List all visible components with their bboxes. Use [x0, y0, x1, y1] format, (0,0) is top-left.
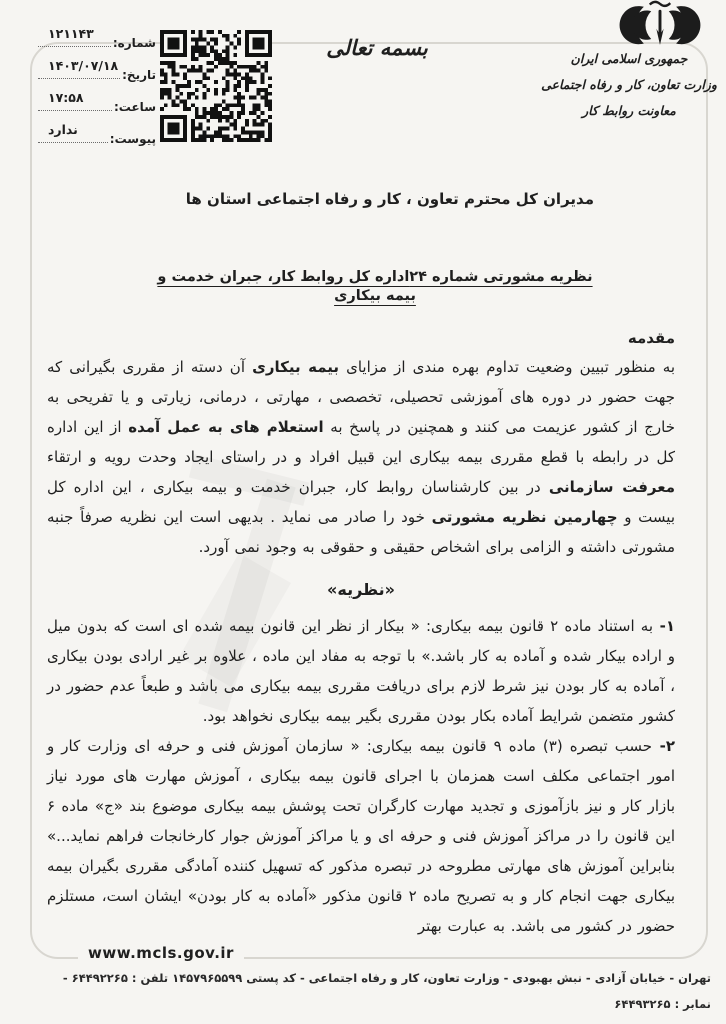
letterhead-titles — [538, 46, 720, 124]
letter-subject-title: نظریه مشورتی شماره ۲۴اداره کل روابط کار، جبران خدمت و بیمه بیکاری — [157, 269, 593, 304]
meta-row-date — [38, 56, 156, 82]
footer-address-line: تهران - خیابان آزادی - نبش بهبودی - وزارت تعاون، کار و رفاه اجتماعی - کد پستی ۱۴۵۷۹۶۵۵۹۹ تلفن : ۶۴۴۹۲۲۶۵ - — [62, 971, 711, 985]
letterhead-department: معاونت روابط کار — [582, 103, 676, 118]
attachment-value: ندارد — [48, 122, 78, 137]
opinion-item-1: ۱- به استناد ماده ۲ قانون بیمه بیکاری: « بیکار از نظر این قانون بیمه شده ای است که بدون میل و اراده بیکار شده و آماده به کار باشد.» با توجه به مفاد این ماده ، علاوه بر غیر ارادی بودن بیکاری ، آماده به کار بودن نیز شرط لازم برای دریافت مقرری بیمه بیکاری می باشد و طبعاً عدم حضور در کشور متضمن شرایط آماده بکار بودن مقرری بگیر بیمه بیکاری نخواهد بود. — [47, 617, 676, 725]
opinion-item-2: ۲- حسب تبصره (۳) ماده ۹ قانون بیمه بیکاری: « سازمان آموزش فنی و حرفه ای وزارت کار و امور اجتماعی مکلف است همزمان با اجرای قانون بیمه بیکاری ، آموزش مهارت های مورد نیاز بازار کار و نیز بازآموزی و تجدید مهارت کارگران تحت پوشش بیمه بیکاری موضوع بند «ج» ماده ۶ این قانون را در مراکز آموزش فنی و حرفه ای و یا مراکز آموزش جوار کارخانجات فراهم نماید...» بنابراین آموزش های مهارتی مطروحه در تبصره مذکور که تسهیل کننده آمادگی مقرری بگیران بیمه بیکاری جهت انجام کار و به تصریح ماده ۲ قانون مذکور «آماده به کار بودن» ایشان است، مستلزم حضور در کشور می باشد. به عبارت بهتر — [47, 737, 675, 935]
date-label: تاریخ: — [122, 68, 156, 82]
intro-heading: مقدمه — [627, 329, 675, 347]
letter-meta-block — [38, 24, 156, 152]
time-label: ساعت: — [113, 100, 156, 114]
subject-wrap — [150, 266, 600, 304]
iran-emblem-icon — [616, 0, 704, 48]
meta-row-number — [38, 24, 156, 50]
date-value: ۱۴۰۳/۰۷/۱۸ — [48, 58, 119, 73]
time-value: ۱۷:۵۸ — [48, 90, 84, 105]
meta-row-time — [38, 88, 156, 114]
dotted-line — [38, 45, 111, 47]
letterhead-country: جمهوری اسلامی ایران — [570, 51, 688, 66]
qr-code — [160, 30, 272, 142]
dotted-line — [38, 109, 112, 111]
intro-paragraph: به منظور تبیین وضعیت تداوم بهره مندی از مزایای بیمه بیکاری آن دسته از مقرری بگیرانی که جهت حضور در دوره های آموزشی تحصیلی، تخصصی ، مهارتی ، درمانی، زیارتی و یا تفریحی به خارج از کشور عزیمت می کنند و همچنین در پاسخ به استعلام های به عمل آمده از این اداره کل در رابطه با قطع مقرری بیمه بیکاری این قبیل افراد و در راستای ایجاد وحدت رویه و ارتقاء معرفت سازمانی در بین کارشناسان روابط کار، جبران خدمت و بیمه بیکاری ، این اداره کل بیست و چهارمین نظریه مشورتی خود را صادر می نماید . بدیهی است این نظریه صرفاً جنبه مشورتی داشته و الزامی برای اشخاص حقیقی و حقوقی به وجود نمی آورد. — [47, 358, 675, 556]
footer-fax-line: نمابر : ۶۴۴۹۳۲۶۵ — [614, 997, 711, 1011]
website-url: www.mcls.gov.ir — [78, 944, 244, 962]
letterhead-ministry: وزارت تعاون، کار و رفاه اجتماعی — [541, 77, 717, 92]
attachment-label: پیوست: — [109, 132, 156, 146]
letter-body — [47, 326, 675, 941]
number-value: ۱۲۱۱۴۳ — [48, 26, 94, 41]
meta-row-attachment — [38, 120, 156, 146]
dotted-line — [38, 141, 108, 143]
besmellah-calligraphy: بسمه تعالی — [326, 36, 428, 60]
addressee-line: مدیران کل محترم تعاون ، کار و رفاه اجتماعی استان ها — [185, 190, 594, 208]
opinion-heading: «نظریه» — [327, 580, 395, 599]
dotted-line — [38, 77, 120, 79]
number-label: شماره: — [112, 36, 156, 50]
